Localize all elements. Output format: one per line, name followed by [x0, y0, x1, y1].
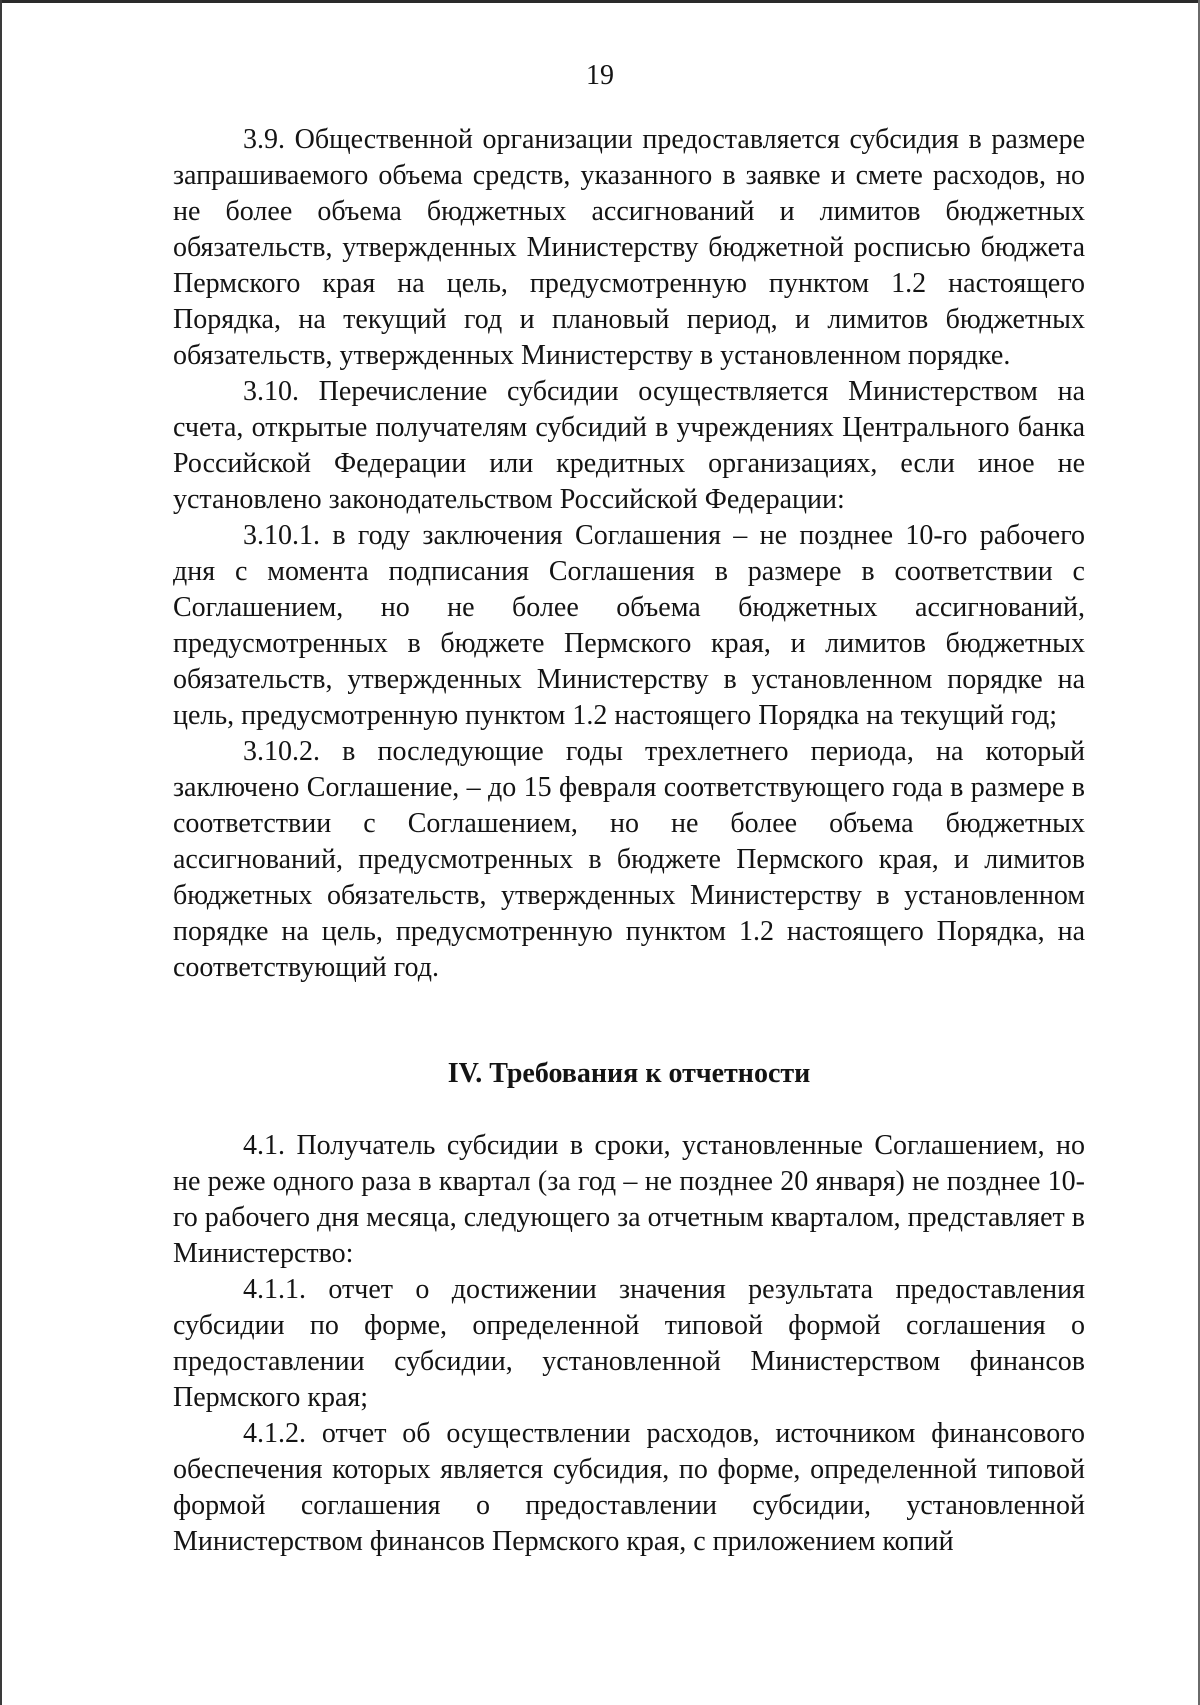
paragraph-4-1-1: 4.1.1. отчет о достижении значения результата предоставления субсидии по форме, определенной типовой формой соглашения о предоставлении субсидии, установленной Министерством финансов Пермского края; — [173, 1274, 1085, 1413]
paragraph-3-10: 3.10. Перечисление субсидии осуществляется Министерством на счета, открытые получателям субсидий в учреждениях Центрального банка Российской Федерации или кредитных организациях, если иное не установлено законодательством Российской Федерации: — [173, 376, 1085, 515]
scan-edge-left — [0, 0, 2, 1705]
paragraph-3-9: 3.9. Общественной организации предоставляется субсидия в размере запрашиваемого объема средств, указанного в заявке и смете расходов, но не более объема бюджетных ассигнований и лимитов бюджетных обязательств, утвержденных Министерству бюджетной росписью бюджета Пермского края на цель, предусмотренную пунктом 1.2 настоящего Порядка, на текущий год и плановый период, и лимитов бюджетных обязательств, утвержденных Министерству в установленном порядке. — [173, 124, 1085, 371]
paragraph-4-1-2: 4.1.2. отчет об осуществлении расходов, источником финансового обеспечения которых является субсидия, по форме, определенной типовой формой соглашения о предоставлении субсидии, установленной Министерством финансов Пермского края, с приложением копий — [173, 1418, 1085, 1557]
paragraph-3-10-2: 3.10.2. в последующие годы трехлетнего периода, на который заключено Соглашение, – до 15 февраля соответствующего года в размере в соответствии с Соглашением, но не более объема бюджетных ассигнований, предусмотренных в бюджете Пермского края, и лимитов бюджетных обязательств, утвержденных Министерству в установленном порядке на цель, предусмотренную пунктом 1.2 настоящего Порядка, на соответствующий год. — [173, 736, 1085, 983]
section-heading: IV. Требования к отчетности — [447, 1058, 811, 1089]
paragraph-3-10-1: 3.10.1. в году заключения Соглашения – не позднее 10-го рабочего дня с момента подписания Соглашения в размере в соответствии с Соглашением, но не более объема бюджетных ассигнований, предусмотренных в бюджете Пермского края, и лимитов бюджетных обязательств, утвержденных Министерству в установленном порядке на цель, предусмотренную пунктом 1.2 настоящего Порядка на текущий год; — [173, 520, 1085, 731]
body-text-after-heading — [173, 1128, 1085, 1560]
page-number: 19 — [586, 60, 614, 91]
paragraph-4-1: 4.1. Получатель субсидии в сроки, установленные Соглашением, но не реже одного раза в квартал (за год – не позднее 20 января) не позднее 10-го рабочего дня месяца, следующего за отчетным кварталом, представляет в Министерство: — [173, 1130, 1085, 1269]
body-text-before-heading — [173, 122, 1085, 986]
section-heading-wrapper — [173, 1056, 1085, 1092]
scan-edge-top — [0, 0, 1200, 3]
